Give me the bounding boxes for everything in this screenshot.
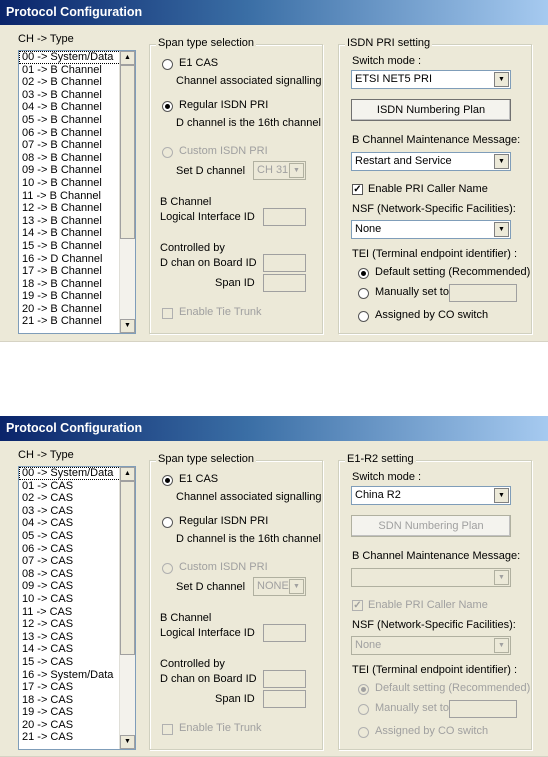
tei-default-label: Default setting (Recommended) bbox=[375, 682, 531, 694]
list-item[interactable]: 08 -> CAS bbox=[22, 567, 74, 580]
list-item[interactable]: 14 -> CAS bbox=[22, 643, 74, 656]
d-chan-board-label: D chan on Board ID bbox=[160, 673, 257, 685]
list-item[interactable]: 11 -> CAS bbox=[22, 605, 73, 618]
switch-mode-select[interactable] bbox=[351, 486, 511, 505]
regular-isdn-radio[interactable] bbox=[162, 101, 173, 112]
list-item[interactable]: 15 -> CAS bbox=[22, 655, 74, 668]
list-item[interactable]: 17 -> CAS bbox=[22, 681, 74, 694]
channel-list-header: CH -> Type bbox=[18, 33, 74, 45]
channel-list-scrollbar[interactable] bbox=[119, 51, 135, 333]
logical-interface-label: Logical Interface ID bbox=[160, 211, 255, 223]
list-item[interactable]: 03 -> CAS bbox=[22, 504, 74, 517]
logical-interface-label: Logical Interface ID bbox=[160, 627, 255, 639]
channel-list-rows bbox=[19, 51, 135, 328]
regular-isdn-label: Regular ISDN PRI bbox=[179, 515, 269, 527]
tei-manual-label: Manually set to bbox=[375, 702, 449, 714]
channel-list-scrollbar[interactable] bbox=[119, 467, 135, 749]
list-item[interactable]: 10 -> B Channel bbox=[22, 176, 102, 189]
chevron-down-icon[interactable]: ▼ bbox=[494, 222, 509, 237]
list-item[interactable]: 10 -> CAS bbox=[22, 592, 74, 605]
tie-trunk-label: Enable Tie Trunk bbox=[179, 306, 262, 318]
set-d-channel-label: Set D channel bbox=[176, 581, 246, 593]
scroll-thumb[interactable] bbox=[120, 65, 135, 239]
list-item[interactable]: 02 -> CAS bbox=[22, 492, 74, 505]
chevron-down-icon[interactable]: ▼ bbox=[494, 488, 509, 503]
tei-label: TEI (Terminal endpoint identifier) : bbox=[352, 664, 518, 676]
regular-isdn-desc: D channel is the 16th channel bbox=[176, 117, 321, 129]
list-item[interactable]: 18 -> B Channel bbox=[22, 277, 102, 290]
list-item[interactable]: 16 -> System/Data bbox=[22, 668, 114, 681]
list-item[interactable]: 01 -> CAS bbox=[22, 479, 74, 492]
b-maint-select[interactable] bbox=[351, 152, 511, 171]
isdn-numbering-plan-button[interactable]: ISDN Numbering Plan bbox=[351, 99, 511, 121]
list-item[interactable]: 00 -> System/Data bbox=[19, 51, 135, 64]
channel-list[interactable] bbox=[18, 466, 136, 750]
switch-mode-select[interactable] bbox=[351, 70, 511, 89]
set-d-channel-select[interactable] bbox=[253, 577, 306, 596]
set-d-channel-label: Set D channel bbox=[176, 165, 246, 177]
switch-mode-value: ETSI NET5 PRI bbox=[355, 73, 433, 85]
span-type-group-title: Span type selection bbox=[158, 37, 255, 49]
custom-isdn-label: Custom ISDN PRI bbox=[179, 145, 268, 157]
protocol-config-dialog-isdn bbox=[0, 0, 548, 342]
title-bar bbox=[0, 416, 548, 441]
list-item[interactable]: 13 -> CAS bbox=[22, 630, 74, 643]
list-item[interactable]: 21 -> CAS bbox=[22, 731, 74, 744]
list-item[interactable]: 16 -> D Channel bbox=[22, 252, 103, 265]
list-item[interactable]: 04 -> CAS bbox=[22, 517, 74, 530]
tei-co-label: Assigned by CO switch bbox=[375, 309, 489, 321]
span-type-group-title: Span type selection bbox=[158, 453, 255, 465]
list-item[interactable]: 12 -> B Channel bbox=[22, 202, 102, 215]
chevron-down-icon[interactable]: ▼ bbox=[289, 579, 304, 594]
list-item[interactable]: 11 -> B Channel bbox=[22, 189, 101, 202]
tei-manual-radio[interactable] bbox=[358, 288, 369, 299]
set-d-channel-value: CH 31 bbox=[257, 164, 289, 176]
tei-manual-input[interactable] bbox=[449, 284, 517, 302]
caller-name-label: Enable PRI Caller Name bbox=[368, 599, 488, 611]
chevron-down-icon[interactable]: ▼ bbox=[289, 163, 304, 178]
e1-cas-radio[interactable] bbox=[162, 475, 173, 486]
nsf-value: None bbox=[355, 223, 382, 235]
list-item[interactable]: 09 -> B Channel bbox=[22, 164, 102, 177]
span-id-input[interactable] bbox=[263, 690, 306, 708]
window-title: Protocol Configuration bbox=[6, 421, 143, 435]
list-item[interactable]: 00 -> System/Data bbox=[19, 467, 135, 480]
b-channel-label: B Channel bbox=[160, 612, 212, 624]
e1-cas-radio[interactable] bbox=[162, 59, 173, 70]
setting-group-title: E1-R2 setting bbox=[347, 453, 414, 465]
d-chan-board-input[interactable] bbox=[263, 670, 306, 688]
channel-list-header: CH -> Type bbox=[18, 449, 74, 461]
controlled-by-label: Controlled by bbox=[160, 658, 225, 670]
list-item[interactable]: 21 -> B Channel bbox=[22, 315, 102, 328]
list-item[interactable]: 02 -> B Channel bbox=[22, 76, 102, 89]
switch-mode-label: Switch mode : bbox=[352, 471, 422, 483]
tei-default-radio[interactable] bbox=[358, 684, 369, 695]
list-item[interactable]: 08 -> B Channel bbox=[22, 151, 102, 164]
tei-default-radio[interactable] bbox=[358, 268, 369, 279]
title-bar bbox=[0, 0, 548, 25]
controlled-by-label: Controlled by bbox=[160, 242, 225, 254]
list-item[interactable]: 07 -> CAS bbox=[22, 555, 74, 568]
nsf-value: None bbox=[355, 639, 382, 651]
span-id-input[interactable] bbox=[263, 274, 306, 292]
chevron-down-icon[interactable]: ▼ bbox=[494, 72, 509, 87]
caller-name-checkbox[interactable]: ✓ bbox=[353, 184, 362, 195]
window-title: Protocol Configuration bbox=[6, 5, 143, 19]
nsf-label: NSF (Network-Specific Facilities): bbox=[352, 203, 516, 215]
list-item[interactable]: 12 -> CAS bbox=[22, 618, 74, 631]
regular-isdn-label: Regular ISDN PRI bbox=[179, 99, 269, 111]
e1-cas-label: E1 CAS bbox=[179, 473, 219, 485]
list-item[interactable]: 05 -> B Channel bbox=[22, 113, 102, 126]
scroll-thumb[interactable] bbox=[120, 481, 135, 655]
e1-cas-label: E1 CAS bbox=[179, 57, 219, 69]
e1-cas-desc: Channel associated signalling bbox=[176, 75, 322, 87]
logical-interface-input[interactable] bbox=[263, 624, 306, 642]
caller-name-checkbox[interactable]: ✓ bbox=[353, 600, 362, 611]
list-item[interactable]: 13 -> B Channel bbox=[22, 214, 102, 227]
set-d-channel-value: NONE bbox=[257, 580, 289, 592]
list-item[interactable]: 07 -> B Channel bbox=[22, 139, 102, 152]
b-channel-label: B Channel bbox=[160, 196, 212, 208]
list-item[interactable]: 01 -> B Channel bbox=[22, 63, 102, 76]
list-item[interactable]: 19 -> B Channel bbox=[22, 290, 102, 303]
scroll-down-icon[interactable]: ▼ bbox=[120, 735, 135, 749]
switch-mode-value: China R2 bbox=[355, 489, 401, 501]
scroll-up-icon[interactable]: ▲ bbox=[120, 467, 135, 481]
b-maint-value: Restart and Service bbox=[355, 155, 452, 167]
list-item[interactable]: 06 -> CAS bbox=[22, 542, 74, 555]
tei-co-radio[interactable] bbox=[358, 311, 369, 322]
list-item[interactable]: 14 -> B Channel bbox=[22, 227, 102, 240]
tei-manual-radio[interactable] bbox=[358, 704, 369, 715]
tei-co-radio[interactable] bbox=[358, 727, 369, 738]
e1-cas-desc: Channel associated signalling bbox=[176, 491, 322, 503]
b-maint-label: B Channel Maintenance Message: bbox=[352, 134, 521, 146]
b-maint-select[interactable] bbox=[351, 568, 511, 587]
nsf-select[interactable] bbox=[351, 220, 511, 239]
scroll-up-icon[interactable]: ▲ bbox=[120, 51, 135, 65]
caller-name-label: Enable PRI Caller Name bbox=[368, 183, 488, 195]
scroll-down-icon[interactable]: ▼ bbox=[120, 319, 135, 333]
logical-interface-input[interactable] bbox=[263, 208, 306, 226]
chevron-down-icon[interactable]: ▼ bbox=[494, 638, 509, 653]
nsf-select[interactable] bbox=[351, 636, 511, 655]
span-id-label: Span ID bbox=[215, 693, 255, 705]
custom-isdn-label: Custom ISDN PRI bbox=[179, 561, 268, 573]
protocol-config-dialog-r2 bbox=[0, 416, 548, 757]
d-chan-board-label: D chan on Board ID bbox=[160, 257, 257, 269]
tei-label: TEI (Terminal endpoint identifier) : bbox=[352, 248, 518, 260]
chevron-down-icon[interactable]: ▼ bbox=[494, 154, 509, 169]
list-item[interactable]: 09 -> CAS bbox=[22, 580, 74, 593]
list-item[interactable]: 20 -> B Channel bbox=[22, 302, 102, 315]
custom-isdn-radio[interactable] bbox=[162, 563, 173, 574]
channel-list-rows bbox=[19, 467, 135, 744]
nsf-label: NSF (Network-Specific Facilities): bbox=[352, 619, 516, 631]
tei-co-label: Assigned by CO switch bbox=[375, 725, 489, 737]
channel-list[interactable] bbox=[18, 50, 136, 334]
list-item[interactable]: 19 -> CAS bbox=[22, 706, 74, 719]
list-item[interactable]: 17 -> B Channel bbox=[22, 265, 102, 278]
custom-isdn-radio[interactable] bbox=[162, 147, 173, 158]
regular-isdn-radio[interactable] bbox=[162, 517, 173, 528]
list-item[interactable]: 03 -> B Channel bbox=[22, 88, 102, 101]
b-maint-label: B Channel Maintenance Message: bbox=[352, 550, 521, 562]
list-item[interactable]: 15 -> B Channel bbox=[22, 239, 102, 252]
set-d-channel-select[interactable] bbox=[253, 161, 306, 180]
tei-manual-input[interactable] bbox=[449, 700, 517, 718]
chevron-down-icon[interactable]: ▼ bbox=[494, 570, 509, 585]
list-item[interactable]: 06 -> B Channel bbox=[22, 126, 102, 139]
list-item[interactable]: 20 -> CAS bbox=[22, 718, 74, 731]
setting-group-title: ISDN PRI setting bbox=[347, 37, 431, 49]
list-item[interactable]: 04 -> B Channel bbox=[22, 101, 102, 114]
switch-mode-label: Switch mode : bbox=[352, 55, 422, 67]
tie-trunk-label: Enable Tie Trunk bbox=[179, 722, 262, 734]
d-chan-board-input[interactable] bbox=[263, 254, 306, 272]
tie-trunk-checkbox[interactable] bbox=[162, 724, 173, 735]
tei-default-label: Default setting (Recommended) bbox=[375, 266, 531, 278]
tei-manual-label: Manually set to bbox=[375, 286, 449, 298]
numbering-plan-button[interactable]: SDN Numbering Plan bbox=[351, 515, 511, 537]
regular-isdn-desc: D channel is the 16th channel bbox=[176, 533, 321, 545]
list-item[interactable]: 18 -> CAS bbox=[22, 693, 74, 706]
tie-trunk-checkbox[interactable] bbox=[162, 308, 173, 319]
span-id-label: Span ID bbox=[215, 277, 255, 289]
list-item[interactable]: 05 -> CAS bbox=[22, 529, 74, 542]
